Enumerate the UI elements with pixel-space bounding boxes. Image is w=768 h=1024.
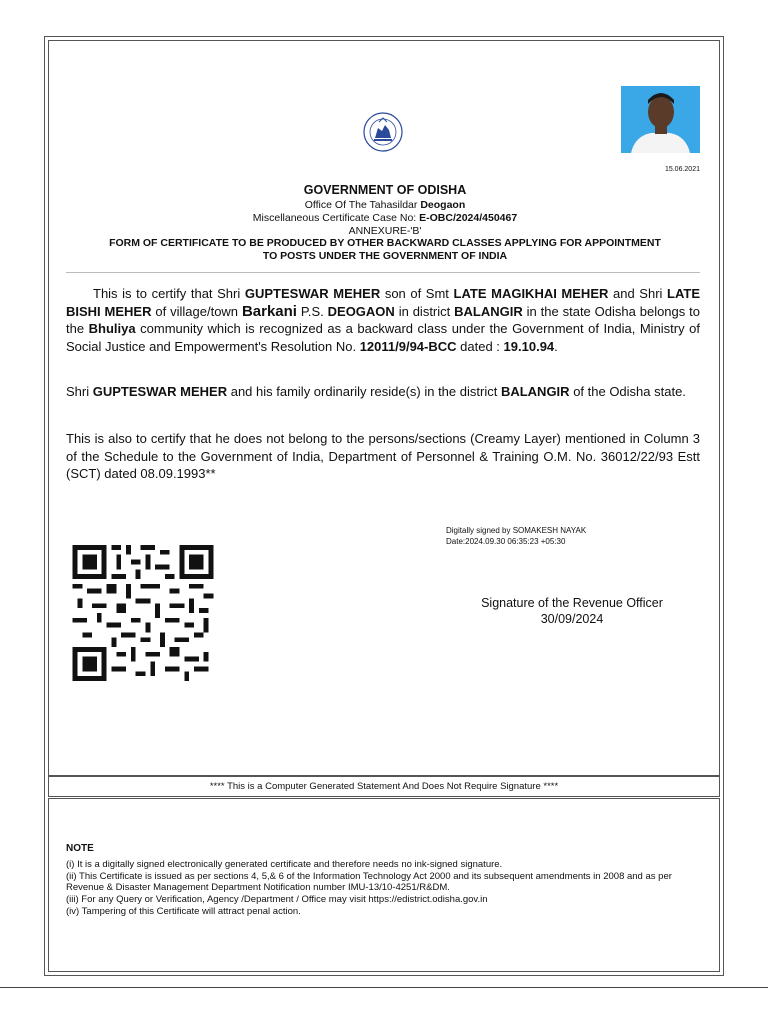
case-number: E-OBC/2024/450467	[419, 212, 518, 224]
digital-signature-block	[446, 526, 586, 547]
resolution-number: 12011/9/94-BCC	[359, 338, 457, 354]
applicant-photo	[621, 86, 700, 153]
note-item: (i) It is a digitally signed electronically generated certificate and therefore needs no ink-signed signature.	[66, 858, 503, 870]
p1-text-6: in district	[398, 303, 451, 319]
note-title: NOTE	[66, 843, 94, 854]
note-item: (iv) Tampering of this Certificate will attract penal action.	[66, 905, 301, 917]
p1-text-7: in the state Odisha belongs to the	[66, 303, 700, 336]
father-name: LATE BISHI MEHER	[66, 286, 700, 319]
police-station: DEOGAON	[327, 303, 395, 319]
applicant-name-2: GUPTESWAR MEHER	[92, 384, 228, 399]
district-name-2: BALANGIR	[500, 384, 570, 399]
p1-text-4: of village/town	[155, 303, 239, 319]
p1-text-3: and Shri	[613, 286, 663, 301]
p1-text-5: P.S.	[300, 303, 324, 319]
note-section	[66, 843, 706, 918]
office-prefix: Office Of The Tahasildar	[304, 199, 418, 211]
office-line	[60, 199, 710, 211]
digital-signer: Digitally signed by SOMAKESH NAYAK	[446, 526, 587, 535]
p2-text-3: of the Odisha state.	[573, 384, 686, 399]
village-name: Barkani	[241, 302, 297, 320]
government-title: GOVERNMENT OF ODISHA	[303, 183, 467, 197]
form-title-line1: FORM OF CERTIFICATE TO BE PRODUCED BY OTHER BACKWARD CLASSES APPLYING FOR APPOINTMENT	[109, 237, 661, 249]
residence-paragraph	[66, 383, 700, 401]
odisha-emblem-icon	[362, 111, 404, 155]
computer-generated-statement: **** This is a Computer Generated Statement And Does Not Require Signature ****	[48, 776, 720, 797]
resolution-date: 19.10.94	[503, 338, 555, 354]
signature-block	[450, 595, 694, 627]
mother-name: LATE MAGIKHAI MEHER	[453, 286, 609, 301]
district-name: BALANGIR	[454, 303, 523, 319]
form-title-line2: TO POSTS UNDER THE GOVERNMENT OF INDIA	[262, 250, 508, 262]
certification-paragraph: This is to certify that Shri GUPTESWAR MEHER son of Smt LATE MAGIKHAI MEHER and Shri LATE BISHI MEHER of village/town Barkani P.S. DEOGAON in district BALANGIR in the state Odisha belongs to the Bhuliya community which is recognized as a backward class under the Government of India, Ministry of Social Justice and Empowerment's Resolution No. 12011/9/94-BCC dated : 19.10.94.	[66, 286, 700, 354]
p1-text-9: dated :	[460, 338, 500, 354]
case-line	[60, 212, 710, 224]
p2-text-1: Shri	[66, 384, 90, 399]
p1-text-8: community which is recognized as a backward class under the Government of India, Ministry of Social Justice and Empowerment's Resolution No.	[66, 321, 700, 354]
page-bottom-rule	[0, 987, 768, 988]
p1-text-2: son of Smt	[384, 286, 449, 301]
applicant-name: GUPTESWAR MEHER	[244, 286, 381, 301]
annexure-label: ANNEXURE-'B'	[348, 225, 422, 237]
p1-text-1: This is to certify that Shri	[93, 286, 241, 301]
photo-date: 15.06.2021	[664, 166, 700, 173]
signature-title: Signature of the Revenue Officer	[481, 596, 663, 610]
qr-code-icon[interactable]	[72, 545, 214, 681]
form-title	[60, 237, 710, 263]
note-item: (iii) For any Query or Verification, Agency /Department / Office may visit https://edistrict.odisha.gov.in	[66, 894, 488, 906]
community-name: Bhuliya	[88, 321, 136, 336]
office-name: Deogaon	[420, 199, 466, 211]
digital-sign-date: Date:2024.09.30 06:35:23 +05:30	[446, 536, 566, 546]
case-prefix: Miscellaneous Certificate Case No:	[252, 212, 417, 224]
p2-text-2: and his family ordinarily reside(s) in the district	[230, 384, 498, 399]
note-item: (ii) This Certificate is issued as per sections 4, 5,& 6 of the Information Technology Act 2000 and its subsequent amendments in 2008 and as per Revenue & Disaster Management Department Notification number IMU-13/10-4251/R&DM.	[66, 870, 672, 894]
header-divider	[66, 272, 700, 273]
creamy-layer-paragraph: This is also to certify that he does not belong to the persons/sections (Creamy Layer) mentioned in Column 3 of the Schedule to the Government of India, Department of Personnel & Training O.M. No. 36012/22/93 Estt (SCT) dated 08.09.1993**	[66, 431, 700, 481]
signature-date: 30/09/2024	[540, 612, 604, 626]
